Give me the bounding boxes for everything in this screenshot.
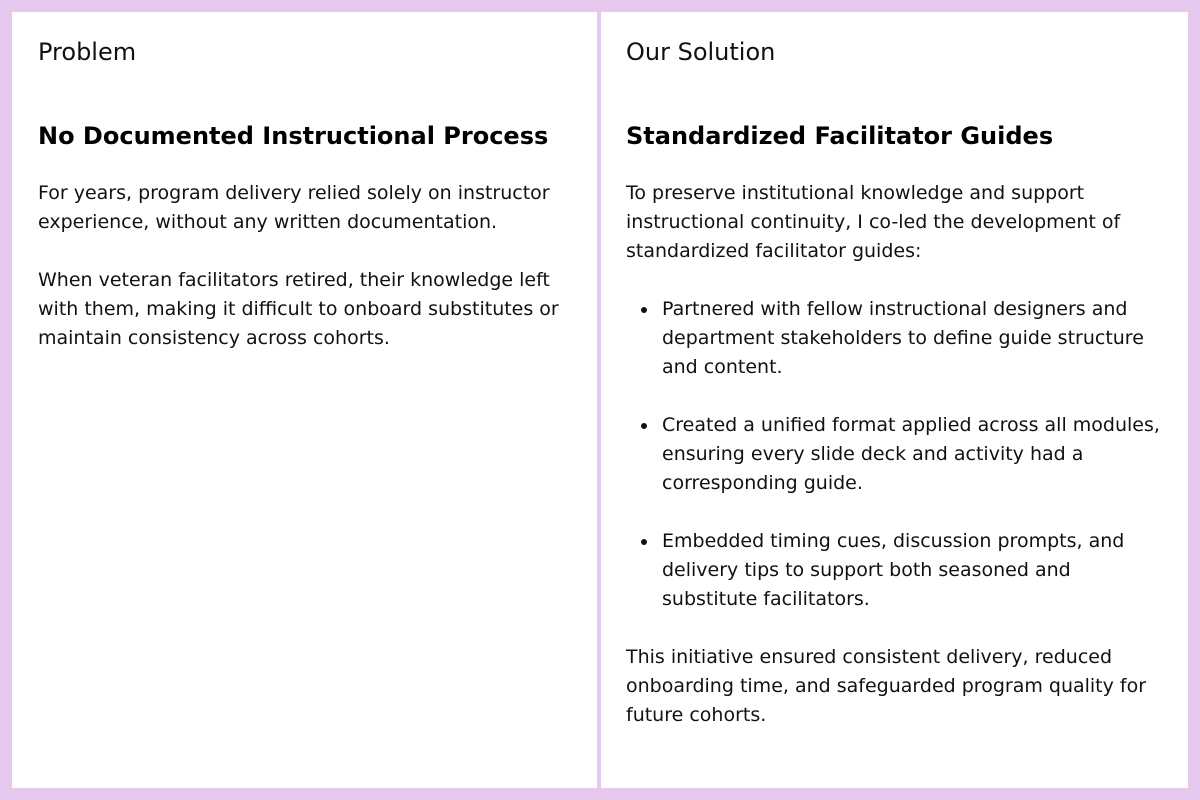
- bullet-icon: [626, 411, 662, 440]
- problem-panel: [12, 12, 597, 788]
- problem-paragraph-1: For years, program delivery relied solely on instructor experience, without any written documentation.: [38, 182, 550, 233]
- solution-conclusion: This initiative ensured consistent delivery, reduced onboarding time, and safeguarded program quality for future cohorts.: [626, 646, 1147, 726]
- solution-bullet-item: [626, 411, 1164, 498]
- solution-bullet-list: [626, 295, 1164, 614]
- solution-heading: Standardized Facilitator Guides: [626, 122, 1054, 150]
- bullet-icon: [626, 527, 662, 556]
- solution-bullet-text: Embedded timing cues, discussion prompts, and delivery tips to support both seasoned and substitute facilitators.: [662, 530, 1125, 610]
- solution-bullet-item: [626, 295, 1164, 382]
- two-column-layout: [12, 12, 1188, 788]
- solution-bullet-item: [626, 527, 1164, 614]
- problem-paragraph-2: When veteran facilitators retired, their knowledge left with them, making it difficult to onboard substitutes or maintain consistency across cohorts.: [38, 269, 559, 349]
- solution-section-label: Our Solution: [626, 38, 776, 66]
- solution-intro: To preserve institutional knowledge and support instructional continuity, I co-led the development of standardized facilitator guides:: [626, 182, 1121, 262]
- solution-bullet-text: Created a unified format applied across all modules, ensuring every slide deck and activity had a corresponding guide.: [662, 414, 1160, 494]
- problem-section-label: Problem: [38, 38, 137, 66]
- bullet-icon: [626, 295, 662, 324]
- problem-heading: No Documented Instructional Process: [38, 122, 549, 150]
- solution-panel: [601, 12, 1188, 788]
- solution-bullet-text: Partnered with fellow instructional designers and department stakeholders to define guide structure and content.: [662, 298, 1144, 378]
